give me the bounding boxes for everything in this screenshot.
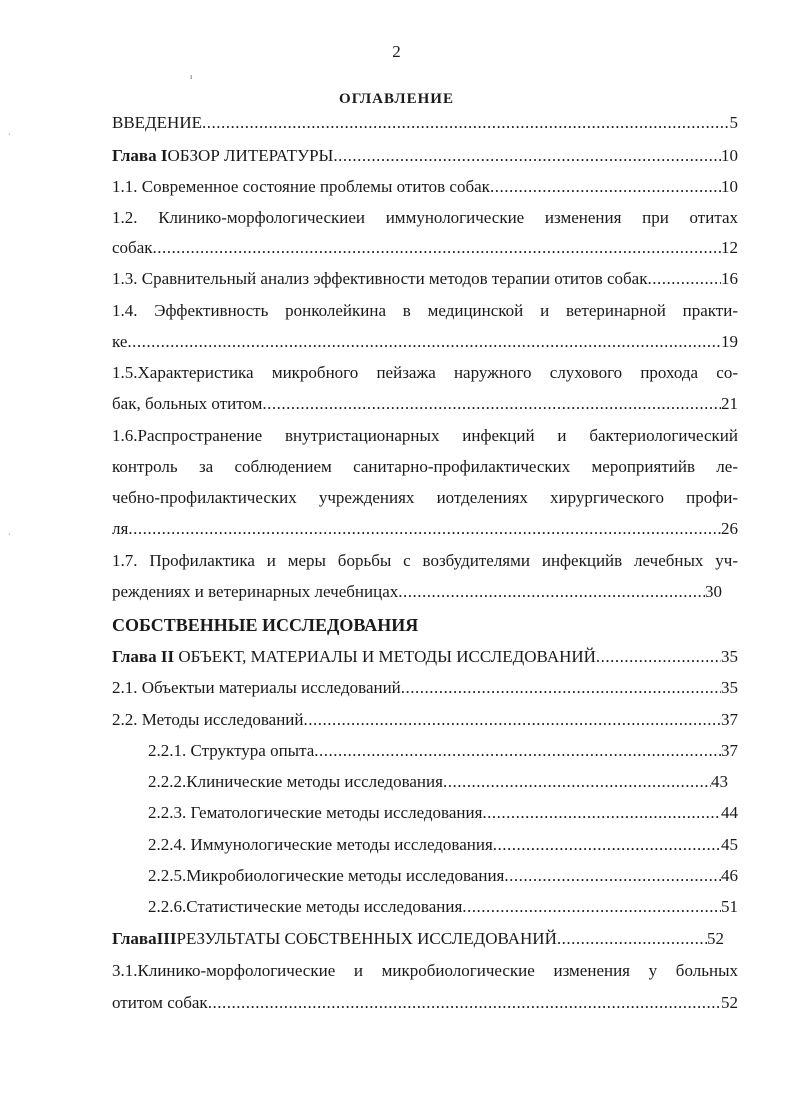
dot-leader (262, 393, 721, 415)
page-number: 2 (392, 42, 401, 61)
dot-leader (398, 581, 705, 603)
dot-leader (490, 176, 721, 198)
toc-entry-text: отитом собак (112, 993, 208, 1012)
scan-mark: ı (190, 72, 193, 81)
toc-entry-1-7-line1: 1.7. Профилактика и меры борьбы с возбудителями инфекцийв лечебных уч- (112, 551, 738, 570)
toc-entry-text: 2.2.6.Статистические методы исследования (148, 897, 463, 916)
toc-entry-2-2-6 (148, 896, 738, 918)
toc-entry-page: 10 (721, 146, 738, 165)
toc-entry-text: собак (112, 238, 153, 257)
dot-leader (462, 896, 721, 918)
toc-entry-text: ОБЪЕКТ, МАТЕРИАЛЫ И МЕТОДЫ ИССЛЕДОВАНИЙ (178, 647, 596, 666)
toc-entry-text: 2.2.5.Микробиологические методы исследования (148, 866, 505, 885)
toc-entry-1-2 (112, 237, 738, 259)
toc-entry-page: 10 (721, 177, 738, 196)
toc-entry-text: 1.1. Современное состояние проблемы отитов собак (112, 177, 490, 196)
toc-entry-3-1 (112, 992, 738, 1014)
dot-leader (153, 237, 722, 259)
dot-leader (596, 646, 721, 668)
dot-leader (493, 834, 721, 856)
toc-entry-2-2-3 (148, 802, 738, 824)
toc-entry-3-1-line1: 3.1.Клинико-морфологические и микробиологические изменения у больных (112, 961, 738, 980)
toc-entry-page: 21 (721, 394, 738, 413)
toc-entry-text: бак, больных отитом (112, 394, 263, 413)
section-heading-own-research: СОБСТВЕННЫЕ ИССЛЕДОВАНИЯ (112, 615, 419, 635)
toc-entry-page: 30 (705, 582, 722, 601)
toc-entry-text: РЕЗУЛЬТАТЫ СОБСТВЕННЫХ ИССЛЕДОВАНИЙ (176, 929, 557, 948)
toc-entry-page: 52 (707, 929, 724, 948)
toc-entry-2-2-1 (148, 740, 738, 762)
dot-leader (443, 771, 711, 793)
toc-entry-page: 37 (721, 741, 738, 760)
toc-entry-chapter-1 (112, 145, 738, 167)
toc-entry-1-6 (112, 518, 738, 540)
dot-leader (482, 802, 721, 824)
toc-entry-1-5 (112, 393, 738, 415)
toc-entry-page: 37 (721, 710, 738, 729)
toc-entry-1-5-line1: 1.5.Характеристика микробного пейзажа наружного слухового прохода со- (112, 363, 738, 382)
toc-entry-text: ля (112, 519, 129, 538)
toc-entry-1-1 (112, 176, 738, 198)
toc-entry-page: 43 (711, 772, 728, 791)
dot-leader (128, 518, 721, 540)
toc-entry-text: ОБЗОР ЛИТЕРАТУРЫ (167, 146, 334, 165)
toc-entry-page: 51 (721, 897, 738, 916)
chapter-label: Глава II (112, 647, 175, 666)
toc-entry-1-2-line1: 1.2. Клинико-морфологическиеи иммунологические изменения при отитах (112, 208, 738, 227)
toc-entry-text: 2.1. Объектыи материалы исследований (112, 678, 401, 697)
toc-entry-page: 52 (721, 993, 738, 1012)
toc-entry-1-3 (112, 268, 738, 290)
toc-entry-page: 12 (721, 238, 738, 257)
dot-leader (648, 268, 722, 290)
toc-entry-page: 26 (721, 519, 738, 538)
toc-entry-chapter-3 (112, 928, 724, 950)
chapter-label: Глава I (112, 146, 168, 165)
toc-entry-1-6-line2: контроль за соблюдением санитарно-профилактических мероприятийв ле- (112, 457, 738, 476)
toc-entry-introduction (112, 112, 738, 134)
toc-entry-page: 5 (729, 113, 738, 132)
toc-entry-1-4 (112, 331, 738, 353)
toc-entry-page: 44 (721, 803, 738, 822)
toc-entry-page: 45 (721, 835, 738, 854)
toc-entry-page: 16 (721, 269, 738, 288)
toc-entry-text: 2.2.1. Структура опыта (148, 741, 315, 760)
toc-entry-text: 2.2.2.Клинические методы исследования (148, 772, 443, 791)
toc-entry-text: 2.2.3. Гематологические методы исследования (148, 803, 483, 822)
dot-leader (333, 145, 721, 167)
toc-entry-text: реждениях и ветеринарных лечебницах (112, 582, 399, 601)
toc-entry-2-2-4 (148, 834, 738, 856)
toc-entry-text: 1.3. Сравнительный анализ эффективности методов терапии отитов собак (112, 269, 648, 288)
toc-entry-text: 2.2.4. Иммунологические методы исследования (148, 835, 493, 854)
toc-entry-2-2-5 (148, 865, 738, 887)
dot-leader (202, 112, 730, 134)
scan-mark: · (8, 130, 11, 139)
dot-leader (557, 928, 707, 950)
chapter-label: Глава (112, 929, 157, 948)
toc-entry-page: 35 (721, 678, 738, 697)
dot-leader (127, 331, 721, 353)
dot-leader (314, 740, 721, 762)
scan-mark: · (8, 530, 11, 539)
toc-entry-text: ВВЕДЕНИЕ (112, 113, 202, 132)
dot-leader (401, 677, 721, 699)
toc-entry-text: ке (112, 332, 128, 351)
dot-leader (504, 865, 721, 887)
toc-entry-1-6-line1: 1.6.Распространение внутристационарных инфекций и бактериологический (112, 426, 738, 445)
toc-entry-chapter-2 (112, 646, 738, 668)
toc-entry-page: 19 (721, 332, 738, 351)
toc-entry-1-6-line3: чебно-профилактических учреждениях иотделениях хирургического профи- (112, 488, 738, 507)
toc-entry-page: 46 (721, 866, 738, 885)
toc-entry-1-7 (112, 581, 722, 603)
toc-entry-2-2-2 (148, 771, 728, 793)
toc-entry-2-2 (112, 709, 738, 731)
chapter-number: III (156, 929, 177, 948)
dot-leader (208, 992, 721, 1014)
toc-entry-2-1 (112, 677, 738, 699)
dot-leader (304, 709, 721, 731)
toc-entry-page: 35 (721, 647, 738, 666)
toc-entry-1-4-line1: 1.4. Эффективность ронколейкина в медицинской и ветеринарной практи- (112, 301, 738, 320)
toc-entry-text: 2.2. Методы исследований (112, 710, 304, 729)
toc-title: ОГЛАВЛЕНИЕ (339, 91, 454, 107)
